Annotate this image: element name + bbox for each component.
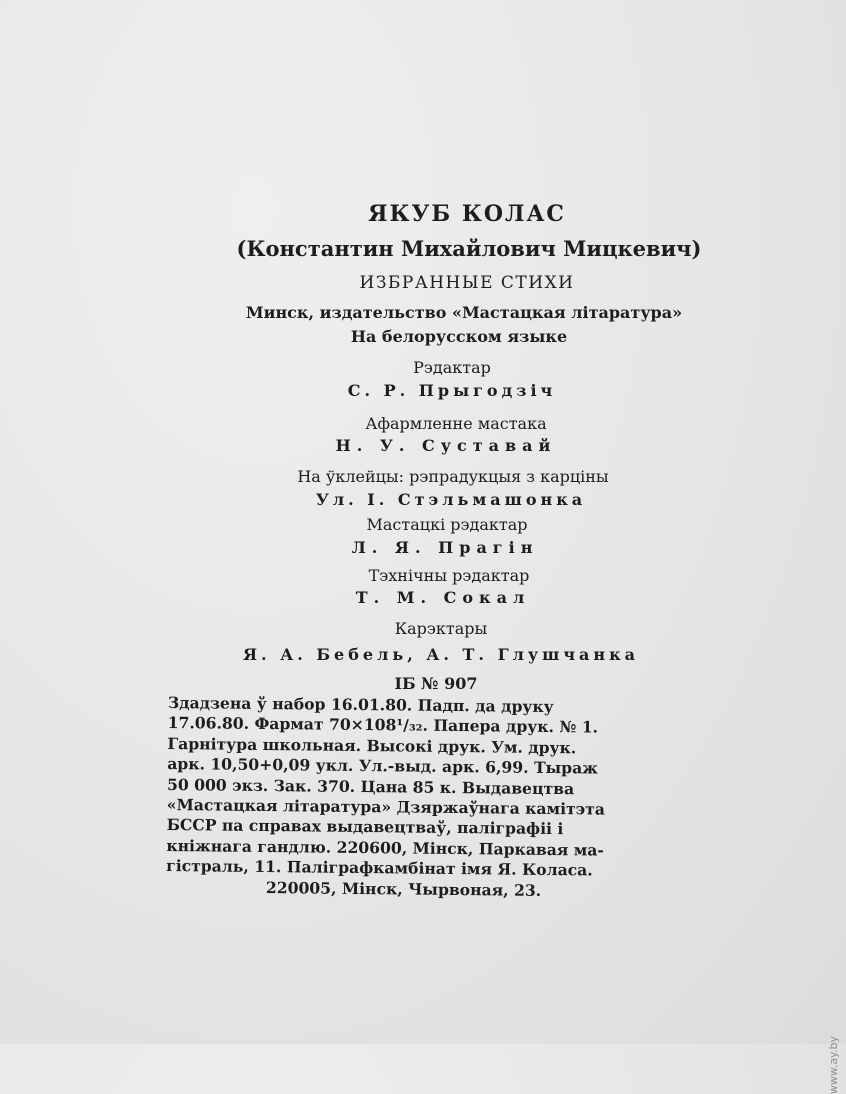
tech-editor-name: Т. М. Сокал <box>355 588 531 607</box>
colophon-line: арк. 10,50+0,09 укл. Ул.-выд. арк. 6,99. Тыраж <box>167 754 599 778</box>
design-name: Н. У. Суставай <box>335 436 557 455</box>
art-editor-name: Л. Я. Прагін <box>351 538 539 557</box>
author-name: ЯКУБ КОЛАС <box>368 201 566 227</box>
site-watermark: www.ay.by <box>827 1036 840 1094</box>
publisher-line: Минск, издательство «Мастацкая літаратура» <box>245 303 683 322</box>
colophon-line: 50 000 экз. Зак. 370. Цана 85 к. Выдавецтва <box>166 774 575 798</box>
colophon-line: 220005, Мінск, Чырвоная, 23. <box>265 877 542 900</box>
art-editor-role: Мастацкі рэдактар <box>366 515 528 534</box>
colophon <box>166 693 728 903</box>
colophon-line: гістраль, 11. Паліграфкамбінат імя Я. Коласа. <box>166 856 593 880</box>
design-role: Афармленне мастака <box>365 414 547 433</box>
language-line: На белорусском языке <box>350 327 568 346</box>
proofreaders-role: Карэктары <box>394 619 488 638</box>
cover-name: Ул. І. Стэльмашонка <box>315 490 587 509</box>
author-real-name: (Константин Михайлович Мицкевич) <box>236 236 702 261</box>
proofreaders-names: Я. А. Бебель, А. Т. Глушчанка <box>242 645 640 664</box>
cover-role: На ўклейцы: рэпрадукцыя з карціны <box>297 467 609 486</box>
ib-number: ІБ № 907 <box>394 674 478 693</box>
colophon-line: 17.06.80. Фармат 70×108¹/₃₂. Папера друк. № 1. <box>167 713 599 737</box>
editor-name: С. Р. Прыгодзіч <box>347 381 557 400</box>
colophon-line: кніжнага гандлю. 220600, Мінск, Паркавая ма- <box>166 835 605 860</box>
colophon-text: Здадзена ў набор 16.01.80. Падп. да друку <box>167 693 554 717</box>
book-title: ИЗБРАННЫЕ СТИХИ <box>359 273 575 293</box>
colophon-line: «Мастацкая літаратура» Дзяржаўнага камітэта <box>166 795 606 819</box>
tech-editor-role: Тэхнічны рэдактар <box>368 566 530 585</box>
editor-role: Рэдактар <box>413 358 491 377</box>
colophon-line: БССР па справах выдавецтваў, паліграфіі і <box>166 815 564 839</box>
colophon-line: Гарнітура школьная. Высокі друк. Ум. друк. <box>167 733 577 758</box>
